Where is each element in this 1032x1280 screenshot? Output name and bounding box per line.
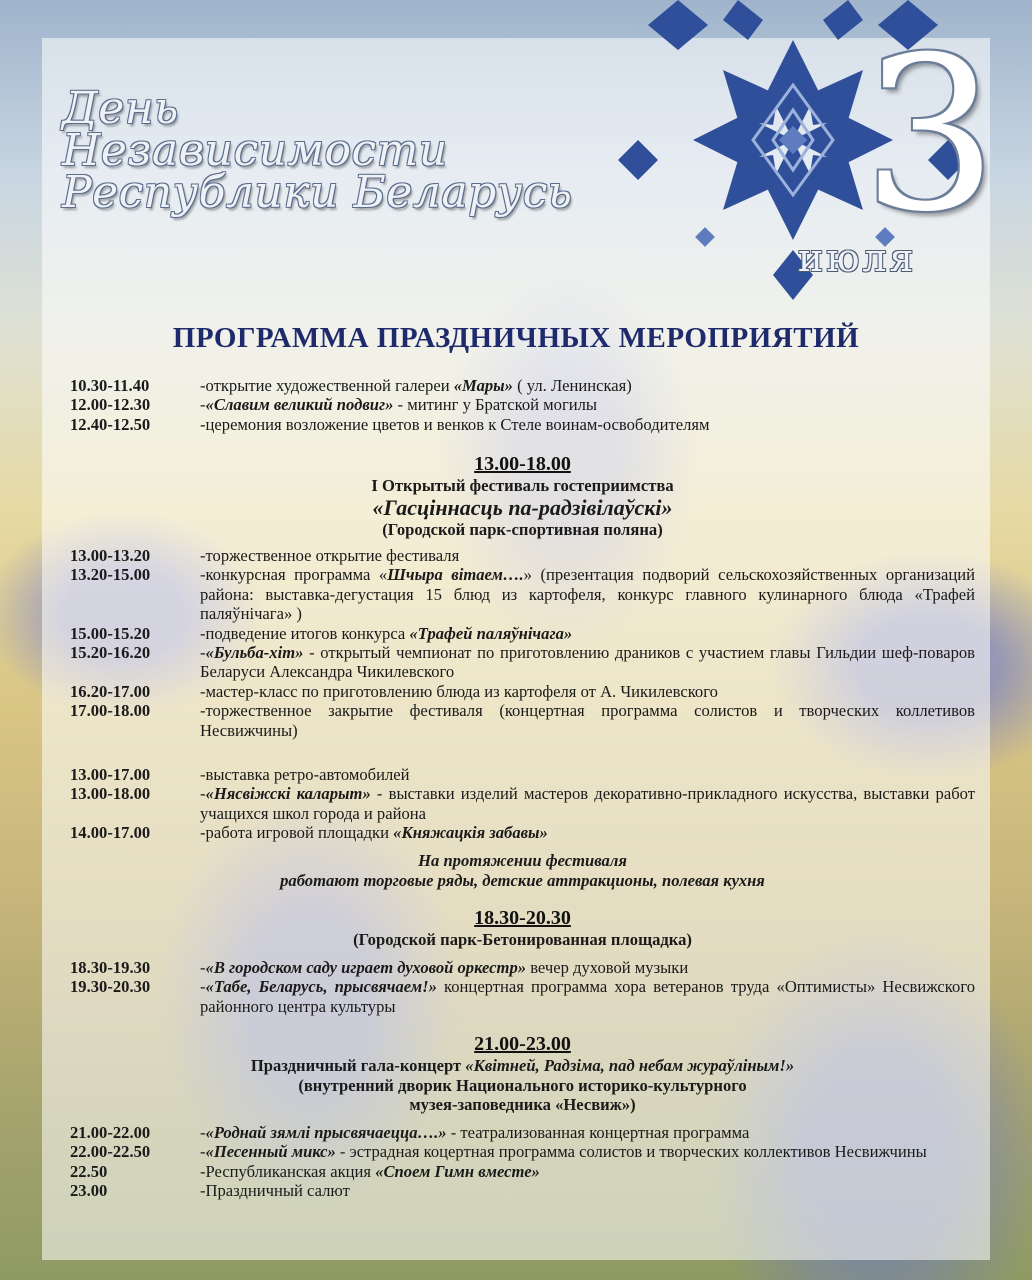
schedule-row	[70, 565, 975, 623]
gala-schedule	[70, 1123, 975, 1201]
title-line-3: Республики Беларусь	[62, 167, 573, 218]
schedule-row	[70, 1181, 975, 1200]
row-desc: -«Славим великий подвиг» - митинг у Братской могилы	[200, 395, 598, 415]
row-time: 15.20-16.20	[70, 643, 151, 663]
gala-place-line-2: музея-заповедника «Несвиж»)	[409, 1095, 636, 1115]
row-time: 14.00-17.00	[70, 823, 151, 843]
row-time: 16.20-17.00	[70, 681, 151, 701]
row-desc: -торжественное открытие фестиваля	[200, 546, 460, 565]
festival-note	[70, 851, 975, 891]
row-time: 21.00-22.00	[70, 1123, 151, 1142]
evening-schedule	[70, 958, 975, 1016]
schedule-row	[70, 624, 975, 643]
schedule-row	[70, 1123, 975, 1142]
row-time: 13.00-18.00	[70, 784, 151, 804]
schedule-row	[70, 395, 975, 414]
row-time: 15.00-15.20	[70, 623, 151, 643]
row-time: 13.00-17.00	[70, 765, 151, 784]
evening-place: (Городской парк-Бетонированная площадка)	[353, 930, 692, 949]
schedule-row	[70, 977, 975, 1016]
title-line-1: День	[62, 83, 179, 134]
festival-place: (Городской парк-спортивная поляна)	[382, 519, 663, 539]
row-time: 12.40-12.50	[70, 414, 151, 434]
row-desc: -мастер-класс по приготовлению блюда из картофеля от А. Чикилевского	[200, 681, 718, 701]
evening-header	[70, 906, 975, 950]
schedule-row	[70, 1142, 975, 1161]
row-desc: -«Роднай зямлі прысвячаецца….» - театрализованная концертная программа	[200, 1123, 750, 1142]
schedule-row	[70, 701, 975, 740]
row-time: 23.00	[70, 1181, 108, 1201]
row-time: 22.00-22.50	[70, 1142, 151, 1162]
date-day: 3	[862, 11, 998, 258]
row-desc: -«В городском саду играет духовой оркестр» вечер духовой музыки	[200, 958, 689, 977]
festival-line: I Открытый фестиваль гостеприимства	[371, 476, 674, 495]
row-desc: -Республиканская акция «Споем Гимн вместе»	[200, 1161, 540, 1181]
schedule-row	[70, 1162, 975, 1181]
title-line-2: Независимости	[62, 125, 448, 176]
row-desc: -«Песенный микс» - эстрадная коцертная программа солистов и творческих коллективов Несвижчины	[200, 1142, 927, 1162]
gala-title: Праздничный гала-концерт «Квітней, Радзіма, пад небам жураўліным!»	[250, 1056, 795, 1075]
schedule-row	[70, 784, 975, 823]
schedule-row	[70, 643, 975, 682]
row-desc: -церемония возложение цветов и венков к Стеле воинам-освободителям	[200, 414, 710, 434]
row-time: 22.50	[70, 1161, 108, 1181]
festival-schedule	[70, 546, 975, 740]
row-time: 18.30-19.30	[70, 958, 151, 977]
schedule-row	[70, 376, 975, 395]
schedule-row	[70, 958, 975, 977]
festival-note-line-2: работают торговые ряды, детские аттракционы, полевая кухня	[280, 871, 765, 890]
holiday-title	[62, 83, 573, 218]
festival-name: «Гасціннасць па-радзівілаўскі»	[372, 494, 673, 520]
festival-note-line-1: На протяжении фестиваля	[418, 851, 627, 870]
row-desc: -«Табе, Беларусь, прысвячаем!» концертная программа хора ветеранов труда «Оптимисты» Несвижского районного центра культуры	[200, 977, 976, 1016]
gala-header	[70, 1032, 975, 1115]
row-desc: -торжественное закрытие фестиваля (концертная программа солистов и творческих коллетивов Несвижчины)	[200, 701, 975, 740]
row-time: 17.00-18.00	[70, 701, 151, 721]
row-desc: -Праздничный салют	[200, 1181, 350, 1201]
row-time: 10.30-11.40	[70, 376, 150, 395]
date-month: июля	[798, 236, 917, 280]
gala-time: 21.00-23.00	[474, 1033, 571, 1055]
row-time: 13.00-13.20	[70, 546, 151, 565]
schedule-row	[70, 682, 975, 701]
row-desc: -«Бульба-хіт» - открытый чемпионат по приготовлению драников с участием главы Гильдии шеф-поваров Беларуси Александра Чикилевского	[200, 643, 975, 682]
row-desc: -открытие художественной галереи «Мары» ( ул. Ленинская)	[200, 376, 632, 395]
row-desc: -работа игровой площадки «Княжацкія забавы»	[200, 823, 548, 843]
row-time: 12.00-12.30	[70, 395, 151, 415]
row-desc: -выставка ретро-автомобилей	[200, 765, 410, 784]
gala-place-line-1: (внутренний дворик Национального историко-культурного	[298, 1075, 747, 1095]
row-desc: -«Нясвіжскі каларыт» - выставки изделий мастеров декоративно-прикладного искусства, выставки работ учащихся школ города и района	[200, 784, 975, 823]
row-time: 19.30-20.30	[70, 977, 151, 997]
festival-header	[70, 452, 975, 539]
program-title: ПРОГРАММА ПРАЗДНИЧНЫХ МЕРОПРИЯТИЙ	[172, 322, 860, 354]
row-time: 13.20-15.00	[70, 565, 151, 585]
schedule-row	[70, 765, 975, 784]
festival-time: 13.00-18.00	[474, 453, 571, 475]
row-desc: -конкурсная программа «Шчыра вітаем….» (презентация подворий сельскохозяйственных организаций района: выставка-дегустация 15 блюд из картофеля, конкурс главного кулинарного блюда «Трафей паляўнічага» )	[200, 565, 975, 624]
schedule-row	[70, 415, 975, 434]
schedule-row	[70, 546, 975, 565]
morning-schedule	[70, 376, 975, 434]
evening-time: 18.30-20.30	[474, 907, 571, 929]
schedule-row	[70, 823, 975, 842]
row-desc: -подведение итогов конкурса «Трафей паляўнічага»	[200, 623, 573, 643]
festival-extra-schedule	[70, 765, 975, 843]
